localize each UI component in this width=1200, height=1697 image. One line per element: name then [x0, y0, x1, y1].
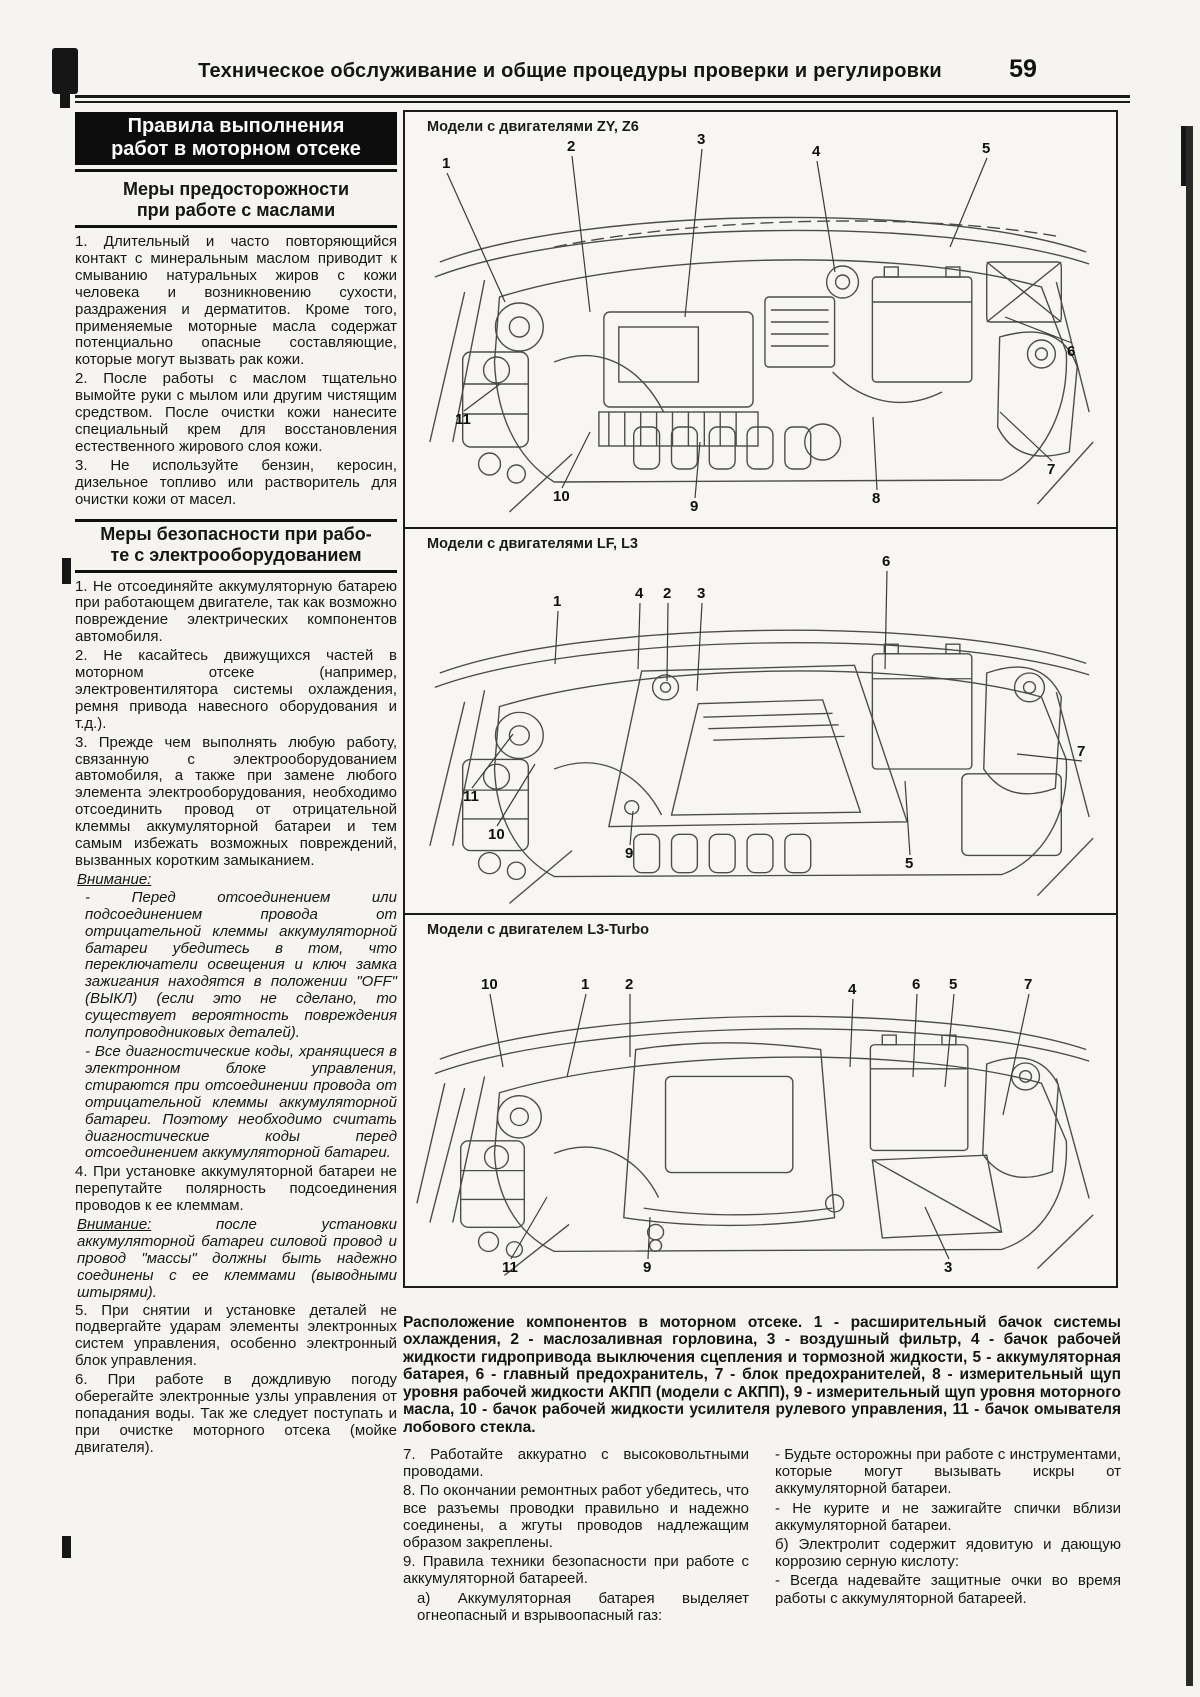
callout-leader-lines	[405, 112, 1116, 527]
paragraph: - Всегда надевайте защитные очки во время работы с аккумуляторной батареей.	[775, 1572, 1121, 1607]
heading-line: работ в моторном отсеке	[111, 138, 361, 160]
rule	[75, 519, 397, 522]
section-heading-engine-bay-rules	[75, 112, 397, 165]
page-number: 59	[1009, 55, 1037, 83]
subheading-line: те с электрооборудованием	[110, 544, 362, 565]
callout-number-10: 10	[481, 976, 498, 993]
diagram-label: Модели с двигателем L3-Turbo	[427, 922, 649, 938]
diagram-panel-zy-z6	[405, 112, 1116, 527]
diagram-panel-lf-l3	[405, 527, 1116, 913]
callout-number-2: 2	[663, 585, 672, 602]
paragraph: 2. После работы с маслом тщательно вымойте руки с мылом или другим чистящим средством. После очистки кожи нанесите специальный крем для восстановления естественного жирового слоя кожи.	[75, 370, 397, 455]
callout-number-4: 4	[635, 585, 644, 602]
callout-number-6: 6	[912, 976, 921, 993]
rule	[75, 570, 397, 573]
paragraph: 6. При работе в дождливую погоду оберегайте электронные узлы управления от попадания воды. Так же следует поступать и при очистке моторного отсека (мойке двигателя).	[75, 1371, 397, 1456]
callout-number-7: 7	[1077, 743, 1086, 760]
engine-bay-diagrams-box	[403, 110, 1118, 1288]
paragraph: б) Электролит содержит ядовитую и дающую коррозию серную кислоту:	[775, 1536, 1121, 1571]
scan-artifact	[1186, 126, 1193, 1686]
callout-number-5: 5	[949, 976, 958, 993]
callout-number-10: 10	[553, 488, 570, 505]
paragraph: - Перед отсоединением или подсоединением провода от отрицательной клеммы аккумуляторной батареи убедитесь в том, что переключатели освещения и ключ замка зажигания находятся в положении "OFF" (ВЫКЛ) (если это не сделано, то существует вероятность повреждения полупроводниковых деталей).	[85, 888, 397, 1042]
paragraph: 3. Прежде чем выполнять любую работу, связанную с электрооборудованием автомобиля, а также при замене любого элемента электрооборудования, необходимо отсоединить провод от отрицательной клеммы аккумуляторной батареи и тем самым избежать возможных повреждений, вызванных коротким замыканием.	[75, 733, 397, 869]
bottom-right-column	[775, 1446, 1121, 1626]
callout-number-9: 9	[690, 498, 699, 515]
callout-number-11: 11	[502, 1259, 518, 1276]
callout-number-6: 6	[1067, 343, 1076, 360]
bottom-two-columns	[403, 1446, 1121, 1626]
rule	[75, 169, 397, 172]
paragraph: - Не курите и не зажигайте спички вблизи аккумуляторной батареи.	[775, 1499, 1121, 1534]
callout-leader-lines	[405, 915, 1116, 1285]
paragraph: 3. Не используйте бензин, керосин, дизельное топливо или растворитель для очистки кожи от масел.	[75, 456, 397, 508]
diagram-label: Модели с двигателями LF, L3	[427, 536, 638, 552]
paragraph: 8. По окончании ремонтных работ убедитесь, что все разъемы проводки правильно и надежно соединены, а жгуты проводов надлежащим образом закреплены.	[403, 1482, 749, 1552]
callout-number-7: 7	[1024, 976, 1033, 993]
header-rule-2	[75, 101, 1130, 103]
electrical-safety-paragraphs	[75, 579, 397, 1457]
callout-number-9: 9	[625, 845, 634, 862]
callout-number-7: 7	[1047, 461, 1056, 478]
scan-artifact	[52, 48, 78, 94]
callout-number-1: 1	[553, 593, 562, 610]
callout-number-4: 4	[812, 143, 821, 160]
callout-number-1: 1	[581, 976, 590, 993]
callout-number-10: 10	[488, 826, 505, 843]
callout-number-3: 3	[944, 1259, 953, 1276]
scan-artifact	[1181, 126, 1186, 186]
attention-label: Внимание:	[77, 870, 152, 888]
scan-artifact	[62, 558, 71, 584]
header-rule	[75, 95, 1130, 98]
callout-number-3: 3	[697, 585, 706, 602]
callout-number-5: 5	[982, 140, 991, 157]
scan-artifact	[62, 1536, 71, 1558]
scan-artifact	[60, 90, 70, 108]
rule	[75, 225, 397, 228]
subheading-line: Меры предосторожности	[122, 179, 350, 199]
subheading-oil-precautions	[75, 179, 397, 221]
figure-caption: Расположение компонентов в моторном отсеке. 1 - расширительный бачок системы охлаждения, 2 - маслозаливная горловина, 3 - воздушный фильтр, 4 - бачок рабочей жидкости гидропривода выключения сцепления и тормозной жидкости, 5 - аккумуляторная батарея, 6 - главный предохранитель, 7 - блок предохранителей, 8 - измерительный щуп уровня рабочей жидкости АКПП (модели с АКПП), 9 - измерительный щуп уровня моторного масла, 10 - бачок рабочей жидкости усилителя рулевого управления, 11 - бачок омывателя лобового стекла.	[403, 1313, 1121, 1437]
bottom-left-column	[403, 1446, 749, 1626]
heading-line: Правила выполнения	[127, 115, 345, 137]
page-title: Техническое обслуживание и общие процедуры проверки и регулировки	[198, 60, 942, 82]
paragraph: 2. Не касайтесь движущихся частей в моторном отсеке (например, электровентилятора системы охлаждения, ремня привода навесного оборудования и т.д.).	[75, 647, 397, 732]
callout-number-1: 1	[442, 155, 451, 172]
callout-number-2: 2	[567, 138, 576, 155]
callout-number-11: 11	[463, 788, 479, 805]
paragraph: 1. Длительный и часто повторяющийся контакт с минеральным маслом приводит к смыванию натуральных жиров с кожи человека и возникновению сухости, раздражения и дерматитов. Кроме того, применяемые моторные масла содержат потенциально опасные составляющие, которые могут вызвать рак кожи.	[75, 233, 397, 369]
subheading-line: Меры безопасности при рабо-	[100, 523, 372, 544]
callout-number-8: 8	[872, 490, 881, 507]
callout-number-6: 6	[882, 553, 891, 570]
callout-number-4: 4	[848, 981, 857, 998]
paragraph: - Все диагностические коды, хранящиеся в электронном блоке управления, стираются при отсоединении провода от отрицательной клеммы аккумуляторной батареи. Поэтому необходимо считать диагностические коды перед отсоединением аккумуляторной батареи.	[85, 1042, 397, 1162]
callout-number-5: 5	[905, 855, 914, 872]
callout-number-3: 3	[697, 131, 706, 148]
subheading-line: при работе с маслами	[136, 200, 336, 220]
callout-leader-lines	[405, 529, 1116, 913]
callout-number-2: 2	[625, 976, 634, 993]
left-text-column	[75, 112, 397, 1459]
diagram-panel-l3-turbo	[405, 913, 1116, 1285]
callout-number-11: 11	[455, 411, 471, 428]
paragraph: 9. Правила техники безопасности при работе с аккумуляторной батареей.	[403, 1553, 749, 1588]
paragraph: 4. При установке аккумуляторной батареи не перепутайте полярность подсоединения проводов к ее клеммам.	[75, 1163, 397, 1215]
attention-label: Внимание:	[77, 1216, 152, 1234]
oil-precautions-paragraphs	[75, 234, 397, 509]
callout-number-9: 9	[643, 1259, 652, 1276]
paragraph: а) Аккумуляторная батарея выделяет огнеопасный и взрывоопасный газ:	[417, 1589, 749, 1624]
paragraph: - Будьте осторожны при работе с инструментами, которые могут вызывать искры от аккумуляторной батареи.	[775, 1446, 1121, 1498]
paragraph: 1. Не отсоединяйте аккумуляторную батарею при работающем двигателе, так как возможно повреждение электрических компонентов автомобиля.	[75, 577, 397, 646]
subheading-electrical-safety	[75, 519, 397, 573]
subheading-electrical-text	[75, 524, 397, 566]
diagram-label: Модели с двигателями ZY, Z6	[427, 119, 639, 135]
paragraph: 7. Работайте аккуратно с высоковольтными проводами.	[403, 1446, 749, 1481]
paragraph: 5. При снятии и установке деталей не подвергайте ударам элементы электронных систем управления, особенно электронный блок управления.	[75, 1301, 397, 1370]
paragraph: Внимание: после установки аккумуляторной батареи силовой провод и провод "массы" должны быть надежно соединены с ее клеммами (выводными штырями).	[77, 1216, 397, 1301]
paragraph	[75, 872, 397, 889]
